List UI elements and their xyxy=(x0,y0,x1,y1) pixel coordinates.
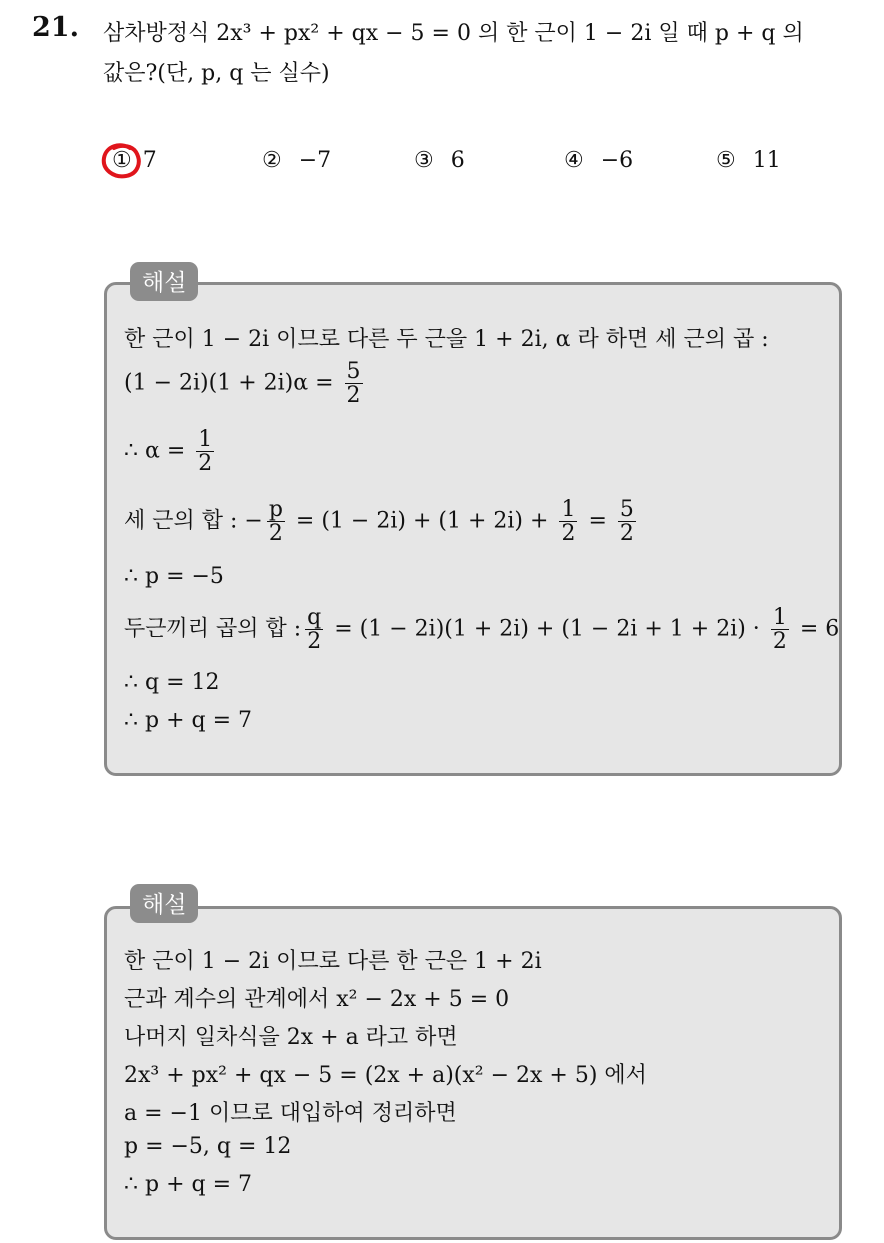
fraction: $\frac{1}{2}$ xyxy=(198,427,213,477)
choice-2[interactable] xyxy=(262,148,331,173)
solution-2-line-6: p = −5, q = 12 xyxy=(124,1134,292,1159)
question-text-line1: 삼차방정식 2x³ + px² + qx − 5 = 0 의 한 근이 1 − 2i 일 때 p + q 의 xyxy=(103,21,804,46)
solution-2-line-5: a = −1 이므로 대입하여 정리하면 xyxy=(124,1101,457,1126)
choice-3-mark: ③ xyxy=(414,148,434,173)
solution-1-line-4: 세 근의 합 : − $\frac{p}{2}$ = (1 − 2i) + (1 + 2i) + $\frac{1}{2}$ = $\frac{5}{2}$ xyxy=(124,497,634,547)
choice-2-mark: ② xyxy=(262,148,282,173)
choice-5[interactable] xyxy=(716,148,781,173)
choice-5-value: 11 xyxy=(752,148,781,173)
choice-4-value: −6 xyxy=(600,148,634,173)
choice-1[interactable] xyxy=(112,148,157,173)
solution-2-line-7: ∴ p + q = 7 xyxy=(124,1172,252,1197)
solution-2-line-3: 나머지 일차식을 2x + a 라고 하면 xyxy=(124,1025,458,1050)
question-number: 21. xyxy=(32,12,79,43)
solution-1-line-8: ∴ p + q = 7 xyxy=(124,708,252,733)
solution-1-line-3: ∴ α = $\frac{1}{2}$ xyxy=(124,427,213,477)
solution-2-line-1: 한 근이 1 − 2i 이므로 다른 한 근은 1 + 2i xyxy=(124,949,542,974)
solution-1-line-7: ∴ q = 12 xyxy=(124,670,220,695)
solution-1-line-2: (1 − 2i)(1 + 2i)α = $\frac{5}{2}$ xyxy=(124,359,361,409)
solution-1-line-6: 두근끼리 곱의 합 : $\frac{q}{2}$ = (1 − 2i)(1 + 2i) + (1 − 2i + 1 + 2i) · $\frac{1}{2}$ = 6 xyxy=(124,605,840,655)
choice-2-value: −7 xyxy=(298,148,332,173)
fraction: $\frac{1}{2}$ xyxy=(772,605,787,655)
solution-2-line-2: 근과 계수의 관계에서 x² − 2x + 5 = 0 xyxy=(124,987,510,1012)
fraction: $\frac{p}{2}$ xyxy=(268,497,283,547)
choice-4[interactable] xyxy=(564,148,633,173)
question-text-line2: 값은?(단, p, q 는 실수) xyxy=(103,61,330,86)
solution-1-line-5: ∴ p = −5 xyxy=(124,564,224,589)
fraction: $\frac{5}{2}$ xyxy=(346,359,361,409)
fraction: $\frac{q}{2}$ xyxy=(307,605,322,655)
fraction: $\frac{1}{2}$ xyxy=(561,497,576,547)
choice-3[interactable] xyxy=(414,148,465,173)
choice-5-mark: ⑤ xyxy=(716,148,736,173)
solution-2-line-4: 2x³ + px² + qx − 5 = (2x + a)(x² − 2x + 5) 에서 xyxy=(124,1063,647,1088)
solution-1-tag: 해설 xyxy=(130,262,198,301)
choice-4-mark: ④ xyxy=(564,148,584,173)
choice-1-value: 7 xyxy=(142,148,157,173)
solution-2-tag: 해설 xyxy=(130,884,198,923)
choice-1-mark: ① xyxy=(112,148,132,173)
choice-3-value: 6 xyxy=(450,148,465,173)
fraction: $\frac{5}{2}$ xyxy=(619,497,634,547)
solution-1-line-1: 한 근이 1 − 2i 이므로 다른 두 근을 1 + 2i, α 라 하면 세 근의 곱 : xyxy=(124,327,769,352)
